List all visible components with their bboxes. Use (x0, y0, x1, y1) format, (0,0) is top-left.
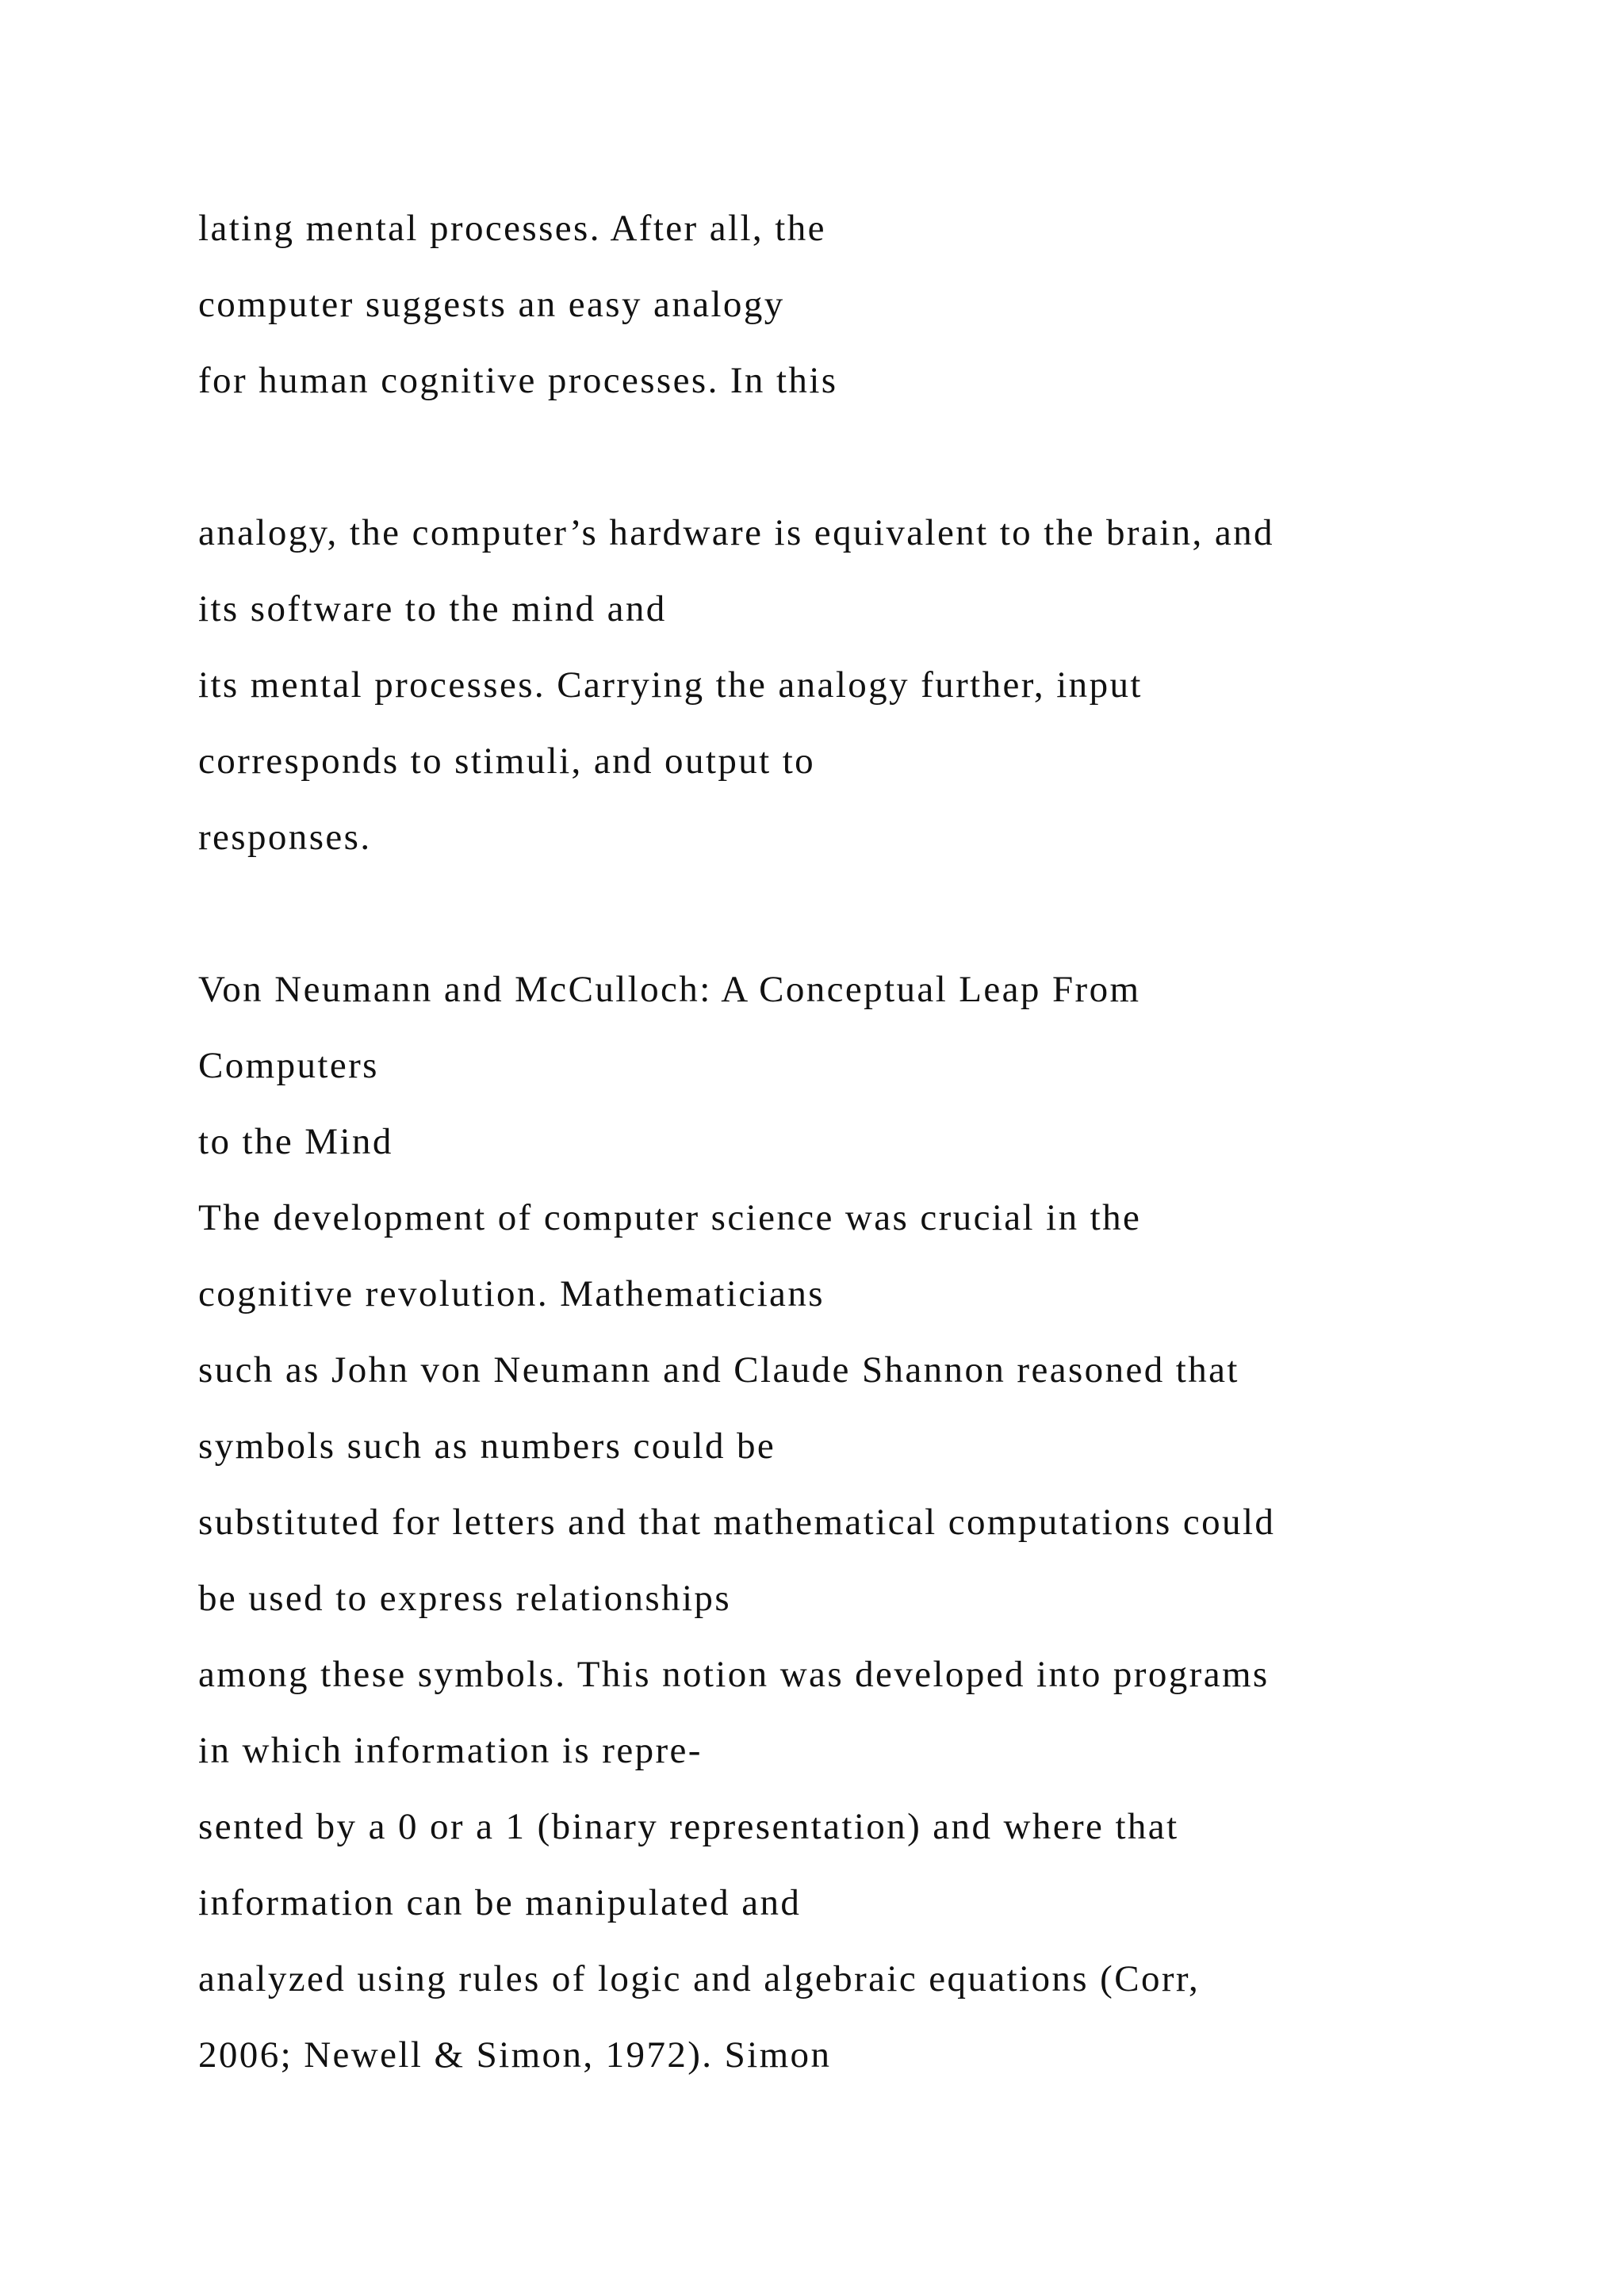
text-line: lating mental processes. After all, the (198, 208, 826, 249)
text-line: be used to express relationships (198, 1578, 732, 1619)
paragraph-gap (198, 875, 1507, 951)
text-line: substituted for letters and that mathematical computations could (198, 1502, 1276, 1543)
paragraph-gap (198, 419, 1507, 495)
text-line: computer suggests an easy analogy (198, 284, 785, 325)
text-line: such as John von Neumann and Claude Shannon reasoned that (198, 1349, 1239, 1391)
text-line: responses. (198, 817, 372, 858)
text-line: in which information is repre- (198, 1730, 703, 1771)
section-heading-line: to the Mind (198, 1121, 393, 1162)
text-line: cognitive revolution. Mathematicians (198, 1273, 825, 1314)
text-line: among these symbols. This notion was developed into programs (198, 1654, 1270, 1695)
section-heading-line: Computers (198, 1045, 379, 1086)
text-line: symbols such as numbers could be (198, 1425, 776, 1467)
text-line: sented by a 0 or a 1 (binary representation) and where that (198, 1806, 1179, 1847)
section-heading-line: Von Neumann and McCulloch: A Conceptual Leap From (198, 969, 1141, 1010)
text-line: corresponds to stimuli, and output to (198, 740, 816, 782)
text-line: 2006; Newell & Simon, 1972). Simon (198, 2034, 832, 2076)
text-line: information can be manipulated and (198, 1882, 802, 1923)
text-line: its mental processes. Carrying the analogy further, input (198, 664, 1143, 706)
text-line: analyzed using rules of logic and algebraic equations (Corr, (198, 1958, 1201, 1999)
text-line: for human cognitive processes. In this (198, 360, 838, 401)
text-line: analogy, the computer’s hardware is equivalent to the brain, and (198, 512, 1274, 553)
body-text (198, 190, 1507, 2093)
text-line: The development of computer science was crucial in the (198, 1197, 1142, 1238)
text-line: its software to the mind and (198, 588, 667, 629)
